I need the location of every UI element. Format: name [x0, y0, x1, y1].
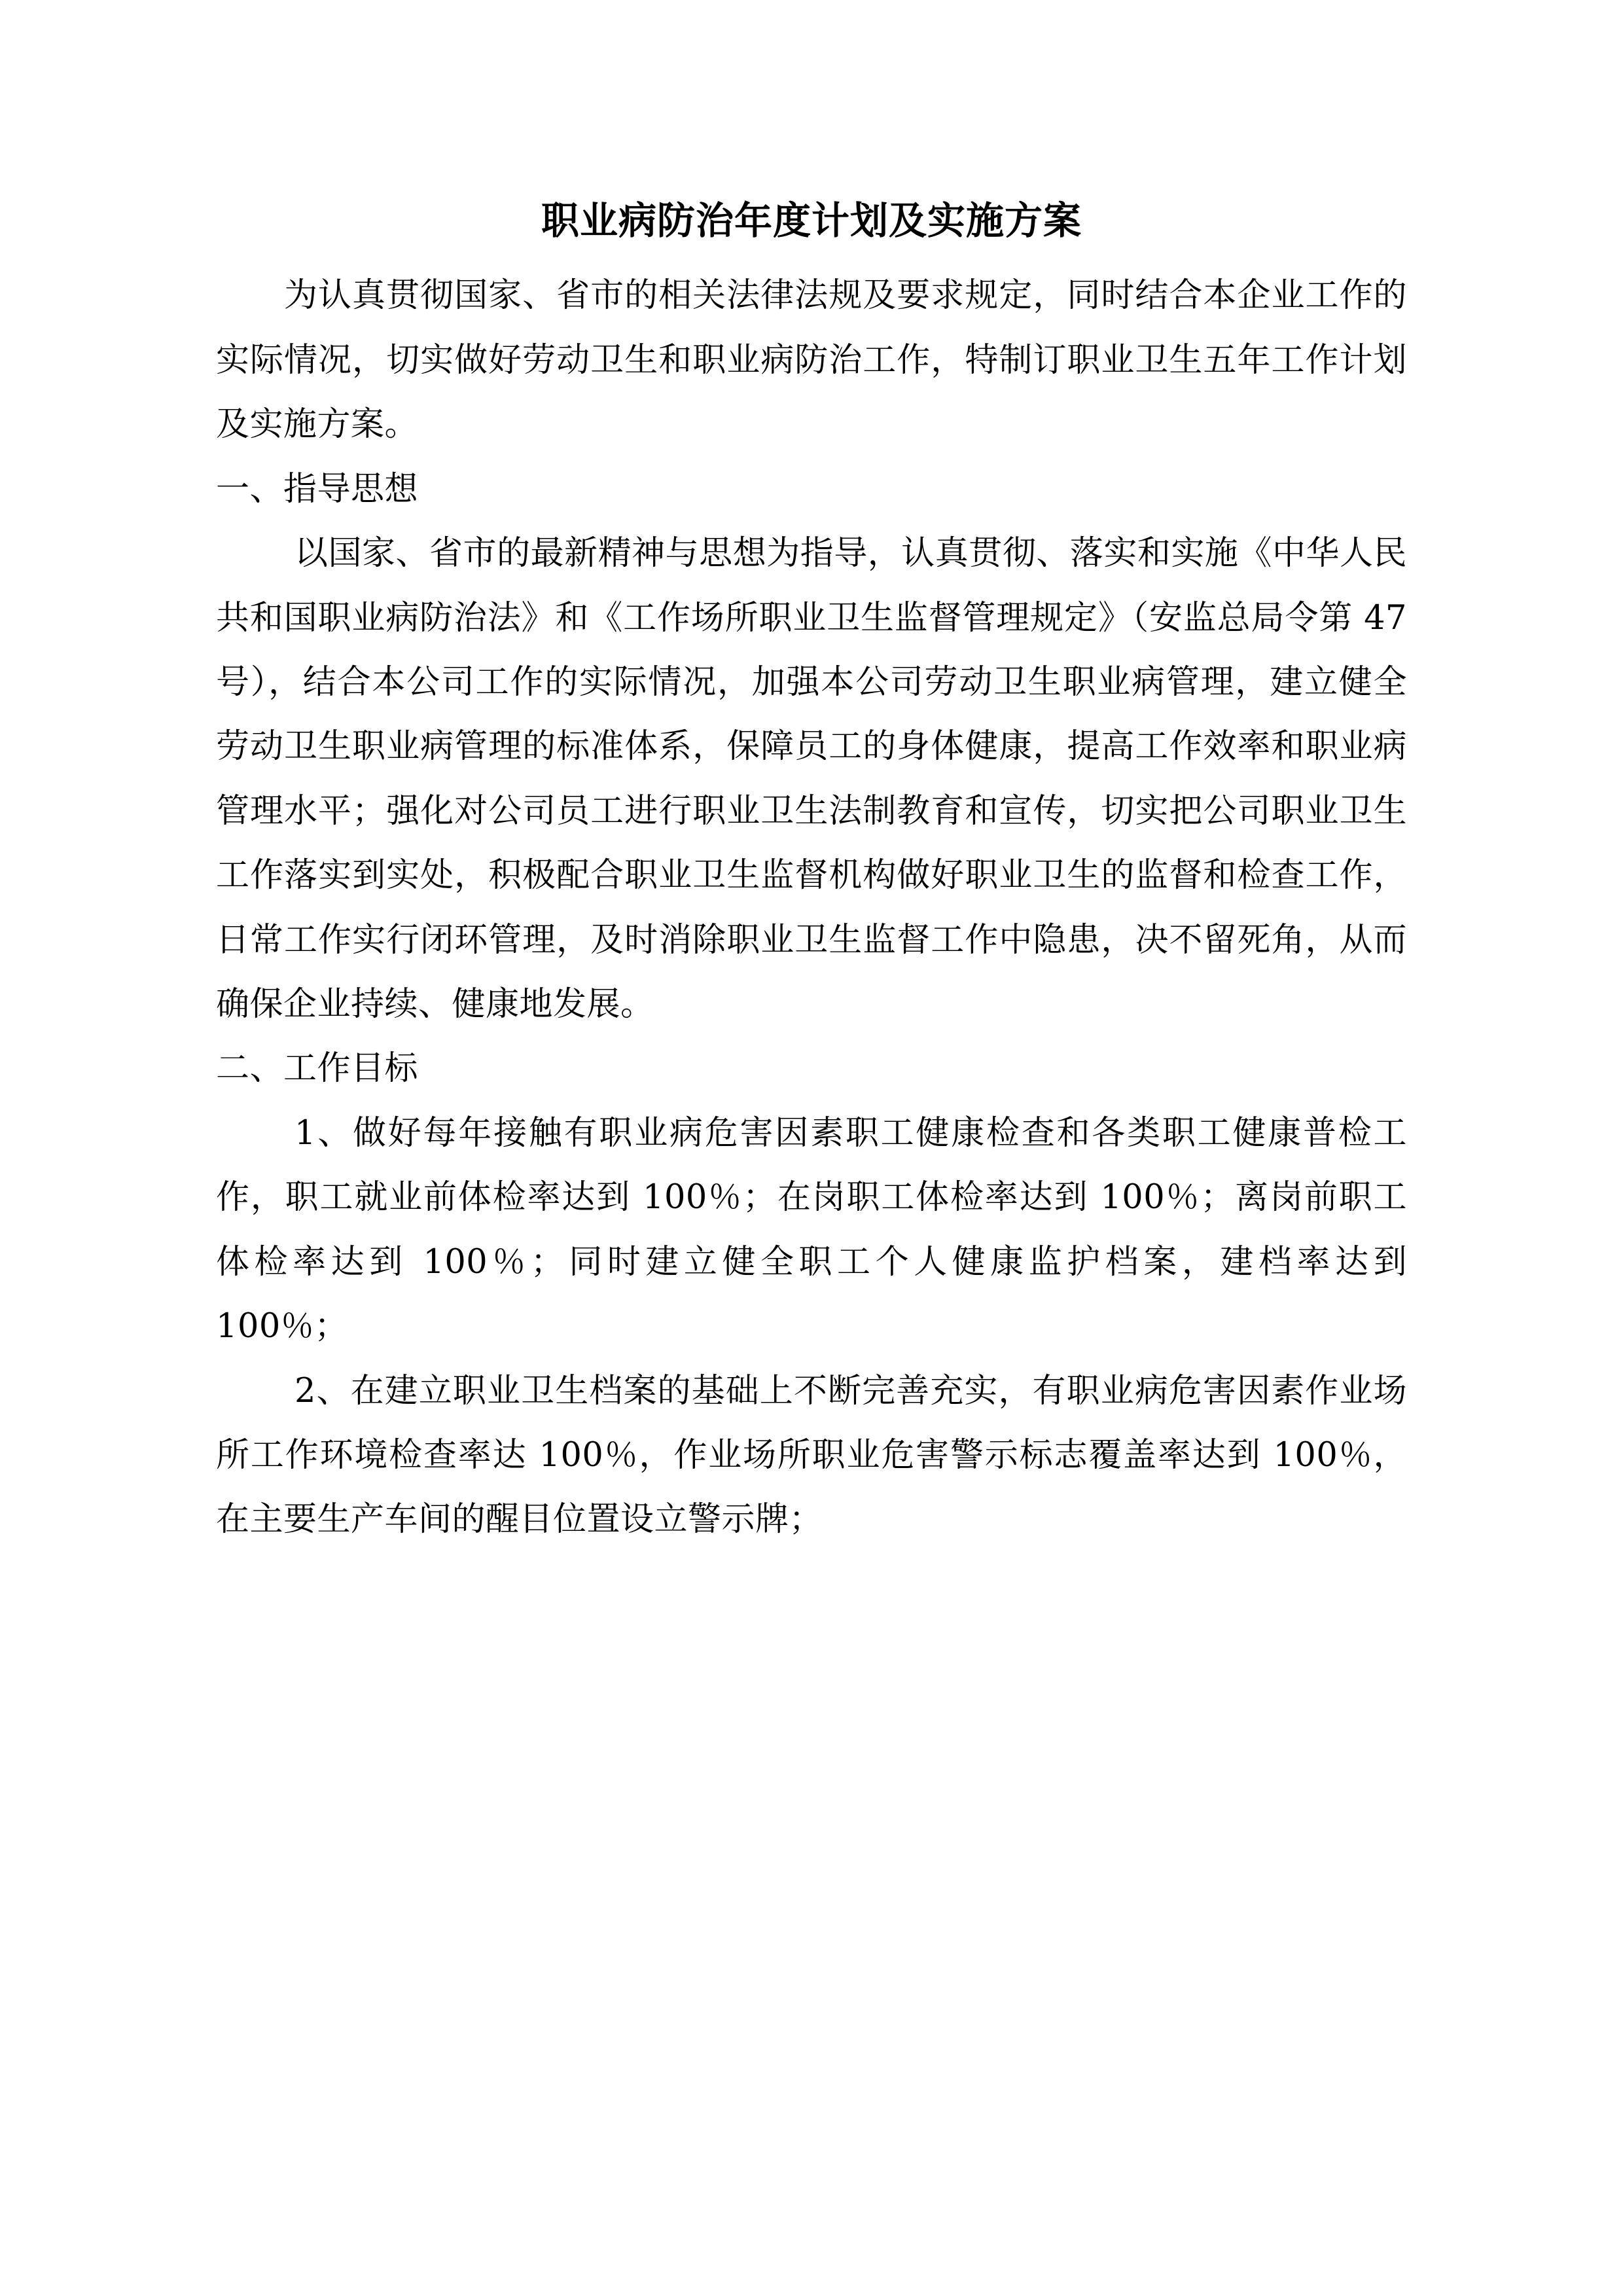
goal-item-1: 1、做好每年接触有职业病危害因素职工健康检查和各类职工健康普检工作，职工就业前体检率达到 100％；在岗职工体检率达到 100％；离岗前职工体检率达到 100％；同时建立健全职工个人健康监护档案，建档率达到 100％； — [216, 1113, 1407, 1346]
document-body — [216, 264, 1407, 1552]
section-heading-two: 二、工作目标 — [216, 1049, 419, 1088]
page-title: 职业病防治年度计划及实施方案 — [541, 198, 1082, 243]
goal-item-2: 2、在建立职业卫生档案的基础上不断完善充实，有职业病危害因素作业场所工作环境检查率达 100％，作业场所职业危害警示标志覆盖率达到 100％，在主要生产车间的醒目位置设立警示牌； — [216, 1371, 1407, 1539]
section-heading-one: 一、指导思想 — [216, 469, 419, 509]
intro-paragraph: 为认真贯彻国家、省市的相关法律法规及要求规定，同时结合本企业工作的实际情况，切实做好劳动卫生和职业病防治工作，特制订职业卫生五年工作计划及实施方案。 — [216, 276, 1407, 444]
guiding-ideology-paragraph: 以国家、省市的最新精神与思想为指导，认真贯彻、落实和实施《中华人民共和国职业病防治法》和《工作场所职业卫生监督管理规定》（安监总局令第 47 号），结合本公司工作的实际情况，加强本公司劳动卫生职业病管理，建立健全劳动卫生职业病管理的标准体系，保障员工的身体健康，提高工作效率和职业病管理水平；强化对公司员工进行职业卫生法制教育和宣传，切实把公司职业卫生工作落实到实处，积极配合职业卫生监督机构做好职业卫生的监督和检查工作，日常工作实行闭环管理，及时消除职业卫生监督工作中隐患，决不留死角，从而确保企业持续、健康地发展。 — [216, 534, 1407, 1024]
